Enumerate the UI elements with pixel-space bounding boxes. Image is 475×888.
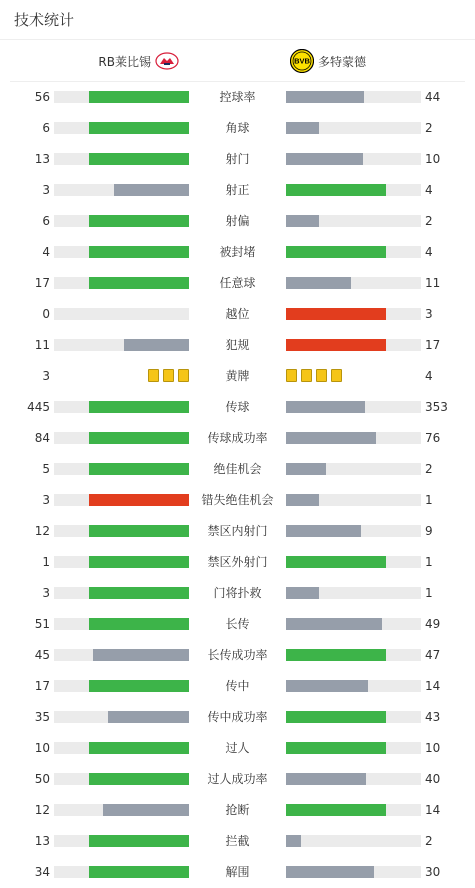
away-value: 2 (425, 214, 433, 228)
away-value: 1 (425, 493, 433, 507)
away-bar (286, 401, 365, 413)
away-bar (286, 463, 326, 475)
stat-label: 传球 (225, 400, 250, 414)
yellow-card-icon (316, 369, 327, 382)
home-bar-track (54, 804, 189, 816)
home-team-name: RB莱比锡 (98, 54, 151, 69)
away-bar-track (286, 463, 421, 475)
home-bar-track (54, 587, 189, 599)
stat-label: 角球 (225, 121, 250, 135)
stat-label: 被封堵 (219, 245, 256, 259)
home-value: 56 (34, 90, 50, 104)
home-value: 84 (34, 431, 50, 445)
home-bar (89, 525, 189, 537)
away-bar (286, 680, 368, 692)
home-bar-track (54, 835, 189, 847)
home-bar (89, 432, 189, 444)
home-bar (124, 339, 189, 351)
stat-label: 传中成功率 (207, 710, 268, 724)
home-value: 45 (34, 648, 50, 662)
away-value: 4 (425, 369, 433, 383)
away-value: 1 (425, 555, 433, 569)
away-bar (286, 339, 386, 351)
away-value: 11 (425, 276, 441, 290)
away-team[interactable] (290, 40, 366, 82)
page-title: 技术统计 (14, 11, 75, 29)
home-value: 445 (27, 400, 50, 414)
yellow-card-icon (148, 369, 159, 382)
stat-label: 绝佳机会 (213, 462, 262, 476)
home-bar-track (54, 711, 189, 723)
stat-row (0, 516, 475, 547)
home-bar (89, 866, 189, 878)
away-bar (286, 835, 301, 847)
stat-row (0, 702, 475, 733)
home-bar (89, 401, 189, 413)
home-bar-track (54, 618, 189, 630)
home-bar-track (54, 91, 189, 103)
home-value: 13 (34, 834, 50, 848)
stat-label: 控球率 (219, 90, 256, 104)
home-team[interactable] (98, 40, 179, 82)
stat-row (0, 857, 475, 888)
stat-label: 长传 (225, 617, 250, 631)
stat-row (0, 268, 475, 299)
stat-row (0, 361, 475, 392)
home-bar (89, 618, 189, 630)
away-bar-track (286, 649, 421, 661)
stat-row (0, 795, 475, 826)
away-bar-track (286, 184, 421, 196)
stat-label: 任意球 (219, 276, 256, 290)
stat-row (0, 237, 475, 268)
stats-list (0, 82, 475, 888)
home-value: 11 (34, 338, 50, 352)
home-yellow-cards (148, 369, 189, 382)
away-bar (286, 153, 363, 165)
away-bar-track (286, 525, 421, 537)
home-bar-track (54, 339, 189, 351)
away-value: 14 (425, 679, 441, 693)
home-value: 3 (42, 369, 50, 383)
away-value: 353 (425, 400, 448, 414)
stat-row (0, 733, 475, 764)
home-bar (114, 184, 189, 196)
away-bar (286, 494, 319, 506)
home-value: 12 (34, 524, 50, 538)
team-header (10, 40, 465, 82)
away-bar-track (286, 401, 421, 413)
home-bar-track (54, 401, 189, 413)
stat-row (0, 454, 475, 485)
home-value: 12 (34, 803, 50, 817)
home-value: 50 (34, 772, 50, 786)
stat-row (0, 826, 475, 857)
away-value: 10 (425, 152, 441, 166)
stat-row (0, 764, 475, 795)
away-bar (286, 91, 364, 103)
away-yellow-cards (286, 369, 342, 382)
stat-label: 长传成功率 (207, 648, 268, 662)
away-bar-track (286, 339, 421, 351)
away-bar (286, 184, 386, 196)
stat-row (0, 175, 475, 206)
away-value: 10 (425, 741, 441, 755)
away-value: 2 (425, 121, 433, 135)
stat-label: 抢断 (225, 803, 250, 817)
stat-label: 射门 (225, 152, 250, 166)
home-bar-track (54, 773, 189, 785)
away-value: 3 (425, 307, 433, 321)
stat-label: 拦截 (225, 834, 250, 848)
home-bar-track (54, 277, 189, 289)
away-bar-track (286, 711, 421, 723)
home-bar-track (54, 463, 189, 475)
yellow-card-icon (331, 369, 342, 382)
away-bar (286, 618, 382, 630)
home-value: 3 (42, 586, 50, 600)
home-bar-track (54, 742, 189, 754)
home-bar (89, 153, 189, 165)
home-bar (89, 122, 189, 134)
home-bar (89, 587, 189, 599)
away-bar-track (286, 91, 421, 103)
away-bar (286, 587, 319, 599)
home-bar-track (54, 215, 189, 227)
away-bar (286, 773, 366, 785)
home-bar-track (54, 308, 189, 320)
home-bar (103, 804, 189, 816)
home-bar-track (54, 680, 189, 692)
away-bar (286, 277, 351, 289)
away-bar (286, 432, 376, 444)
away-bar (286, 742, 386, 754)
stat-label: 射偏 (225, 214, 250, 228)
home-bar (89, 246, 189, 258)
stat-row (0, 144, 475, 175)
home-bar (89, 215, 189, 227)
home-value: 35 (34, 710, 50, 724)
stat-label: 传球成功率 (207, 431, 268, 445)
away-bar-track (286, 122, 421, 134)
stat-row (0, 547, 475, 578)
away-bar (286, 649, 386, 661)
stat-row (0, 82, 475, 113)
home-bar (89, 556, 189, 568)
away-value: 1 (425, 586, 433, 600)
stat-label: 过人成功率 (207, 772, 268, 786)
stat-row (0, 578, 475, 609)
home-bar-track (54, 525, 189, 537)
stat-row (0, 330, 475, 361)
away-bar-track (286, 308, 421, 320)
stat-label: 解围 (225, 865, 250, 879)
home-bar-track (54, 866, 189, 878)
yellow-card-icon (301, 369, 312, 382)
away-bar (286, 246, 386, 258)
home-bar-track (54, 649, 189, 661)
stat-label: 黄牌 (225, 369, 250, 383)
away-value: 2 (425, 834, 433, 848)
home-bar (89, 742, 189, 754)
away-bar (286, 711, 386, 723)
home-value: 6 (42, 121, 50, 135)
home-bar (89, 680, 189, 692)
home-bar-track (54, 184, 189, 196)
home-bar-track (54, 153, 189, 165)
away-team-name: 多特蒙德 (318, 54, 367, 69)
home-value: 5 (42, 462, 50, 476)
away-value: 49 (425, 617, 441, 631)
home-value: 17 (34, 276, 50, 290)
bvb-logo-text: BVB (294, 56, 310, 66)
away-bar-track (286, 587, 421, 599)
away-bar (286, 122, 319, 134)
home-value: 3 (42, 183, 50, 197)
rb-leipzig-logo-icon (155, 49, 179, 73)
home-value: 13 (34, 152, 50, 166)
away-value: 17 (425, 338, 441, 352)
yellow-card-icon (286, 369, 297, 382)
away-bar-track (286, 432, 421, 444)
away-bar (286, 804, 386, 816)
away-value: 4 (425, 183, 433, 197)
away-bar-track (286, 494, 421, 506)
home-bar (89, 277, 189, 289)
away-bar-track (286, 153, 421, 165)
home-bar-track (54, 494, 189, 506)
home-bar (89, 835, 189, 847)
home-value: 0 (42, 307, 50, 321)
away-bar-track (286, 215, 421, 227)
away-value: 47 (425, 648, 441, 662)
stat-label: 门将扑救 (213, 586, 262, 600)
away-bar-track (286, 246, 421, 258)
bvb-logo-icon (290, 49, 314, 73)
home-bar (108, 711, 189, 723)
stat-label: 过人 (225, 741, 250, 755)
yellow-card-icon (163, 369, 174, 382)
away-bar (286, 308, 386, 320)
away-bar-track (286, 866, 421, 878)
away-value: 9 (425, 524, 433, 538)
yellow-card-icon (178, 369, 189, 382)
stat-row (0, 609, 475, 640)
stat-label: 禁区外射门 (207, 555, 268, 569)
home-value: 17 (34, 679, 50, 693)
home-bar (89, 463, 189, 475)
stat-label: 射正 (225, 183, 250, 197)
home-value: 3 (42, 493, 50, 507)
away-bar-track (286, 835, 421, 847)
away-bar-track (286, 804, 421, 816)
stat-label: 错失绝佳机会 (201, 493, 274, 507)
away-bar-track (286, 556, 421, 568)
away-value: 30 (425, 865, 441, 879)
away-value: 4 (425, 245, 433, 259)
home-value: 1 (42, 555, 50, 569)
home-value: 10 (34, 741, 50, 755)
away-value: 44 (425, 90, 441, 104)
stat-label: 禁区内射门 (207, 524, 268, 538)
home-bar-track (54, 246, 189, 258)
stats-header (0, 0, 475, 40)
stat-row (0, 392, 475, 423)
away-bar-track (286, 773, 421, 785)
home-value: 4 (42, 245, 50, 259)
home-bar-track (54, 556, 189, 568)
away-bar (286, 556, 386, 568)
home-bar-track (54, 432, 189, 444)
stat-row (0, 423, 475, 454)
away-value: 40 (425, 772, 441, 786)
stat-row (0, 206, 475, 237)
stat-row (0, 485, 475, 516)
away-bar-track (286, 618, 421, 630)
stat-row (0, 299, 475, 330)
home-bar (89, 91, 189, 103)
stat-label: 犯规 (225, 338, 250, 352)
away-value: 2 (425, 462, 433, 476)
away-bar-track (286, 277, 421, 289)
away-bar (286, 866, 374, 878)
home-bar (89, 773, 189, 785)
home-bar-track (54, 122, 189, 134)
home-value: 51 (34, 617, 50, 631)
away-value: 43 (425, 710, 441, 724)
away-value: 76 (425, 431, 441, 445)
stat-row (0, 113, 475, 144)
home-bar (89, 494, 189, 506)
stat-row (0, 671, 475, 702)
stat-label: 越位 (225, 307, 250, 321)
away-bar (286, 215, 319, 227)
away-bar-track (286, 680, 421, 692)
away-bar (286, 525, 361, 537)
home-value: 6 (42, 214, 50, 228)
stat-label: 传中 (225, 679, 250, 693)
away-value: 14 (425, 803, 441, 817)
home-value: 34 (34, 865, 50, 879)
away-bar-track (286, 742, 421, 754)
home-bar (93, 649, 189, 661)
stat-row (0, 640, 475, 671)
